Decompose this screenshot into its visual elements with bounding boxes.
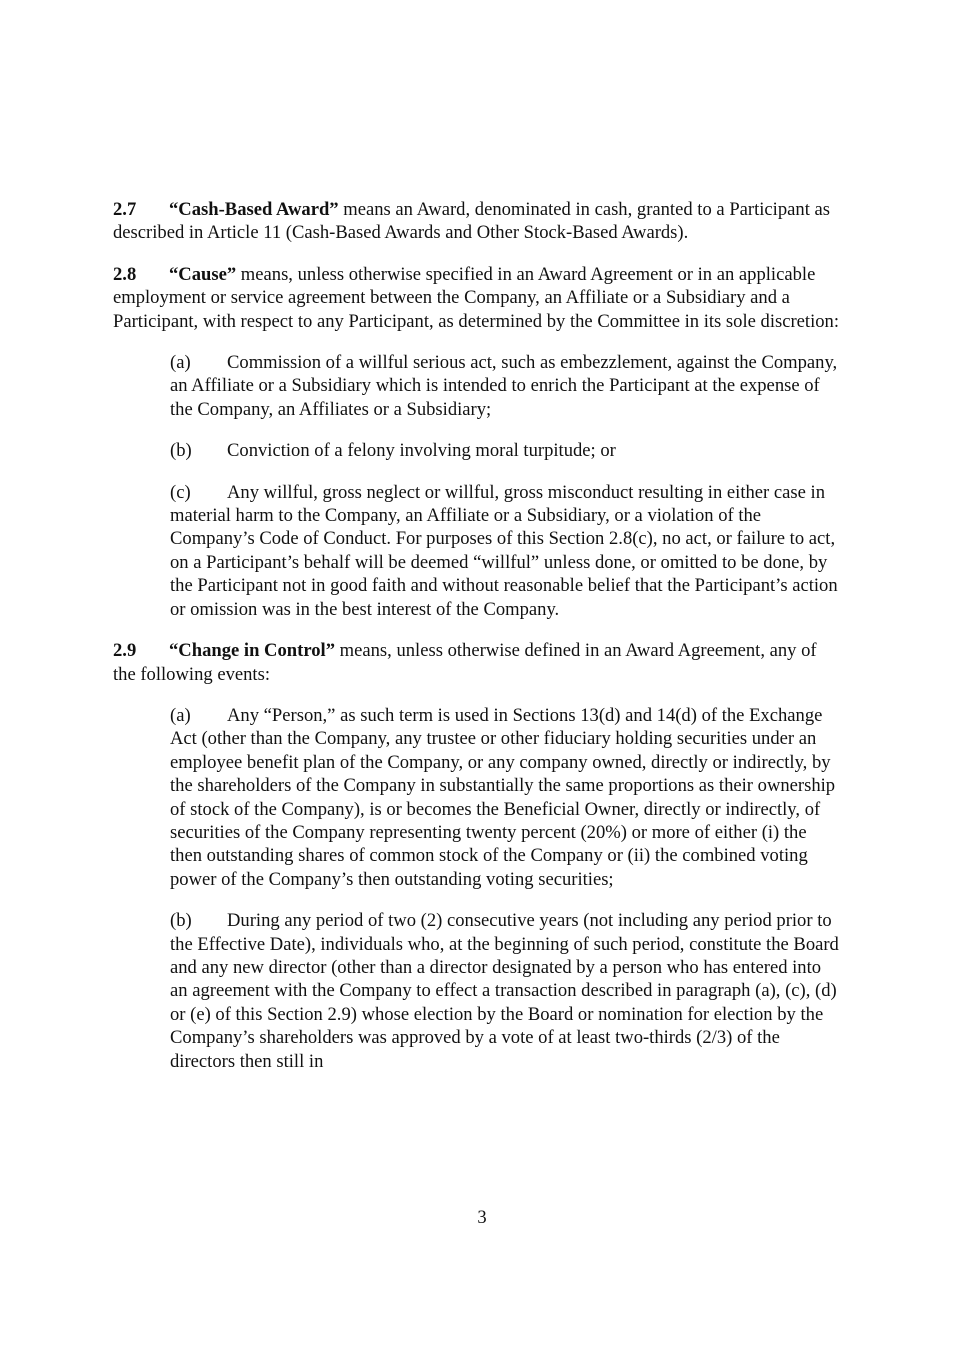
section-number: 2.7 — [113, 199, 137, 220]
section-number: 2.8 — [113, 263, 137, 285]
list-item — [170, 909, 841, 1073]
list-item — [170, 351, 841, 421]
section-2-7 — [113, 198, 841, 245]
item-label: (c) — [170, 481, 191, 503]
section-text: means, unless otherwise defined in an Award Agreement, any of the following events: — [113, 640, 817, 685]
section-2-9 — [113, 639, 841, 686]
defined-term: “Cash-Based Award” — [169, 199, 339, 220]
list-item — [170, 481, 841, 621]
defined-term: “Cause” — [169, 263, 237, 285]
section-text: means an Award, denominated in cash, granted to a Participant as described in Article 11 (Cash-Based Awards and Other Stock-Based Awards). — [113, 199, 830, 244]
section-number: 2.9 — [113, 640, 137, 662]
item-text: Any willful, gross neglect or willful, gross misconduct resulting in either case in material harm to the Company, an Affiliate or a Subsidiary, or a violation of the Company’s Code of Conduct. For purposes of this Section 2.8(c), no act, or failure to act, on a Participant’s behalf will be deemed “willful” unless done, or omitted to be done, by the Participant not in good faith and without reasonable belief that the Participant’s action or omission was in the best interest of the Company. — [170, 481, 838, 620]
item-text: Commission of a willful serious act, such as embezzlement, against the Company, an Affiliate or a Subsidiary which is intended to enrich the Participant at the expense of the Company, an Affiliates or a Subsidiary; — [170, 352, 838, 420]
item-text: Any “Person,” as such term is used in Sections 13(d) and 14(d) of the Exchange Act (other than the Company, any trustee or other fiduciary holding securities under an employee benefit plan of the Company, or any company owned, directly or indirectly, by the shareholders of the Company in substantially the same proportions as their ownership of stock of the Company), is or becomes the Beneficial Owner, directly or indirectly, of securities of the Company representing twenty percent (20%) or more of either (i) the then outstanding shares of common stock of the Company or (ii) the combined voting power of the Company’s then outstanding voting securities; — [170, 704, 836, 890]
list-item — [170, 439, 841, 462]
item-text: During any period of two (2) consecutive years (not including any period prior to the Effective Date), individuals who, at the beginning of such period, constitute the Board and any new director (other than a director designated by a person who has entered into an agreement with the Company to effect a transaction described in paragraph (a), (c), (d) or (e) of this Section 2.9) whose election by the Board or nomination for election by the Company’s shareholders was approved by a vote of at least two-thirds (2/3) of the directors then still in — [170, 910, 839, 1072]
item-text: Conviction of a felony involving moral turpitude; or — [227, 440, 616, 462]
list-item — [170, 704, 841, 891]
item-label: (b) — [170, 440, 192, 462]
page-number: 3 — [477, 1207, 487, 1228]
defined-term: “Change in Control” — [169, 640, 335, 662]
document-page — [113, 198, 841, 1091]
section-2-8 — [113, 263, 841, 333]
item-label: (b) — [170, 910, 192, 932]
item-label: (a) — [170, 352, 191, 374]
section-text: means, unless otherwise specified in an Award Agreement or in an applicable employment or service agreement between the Company, an Affiliate or a Subsidiary and a Participant, with respect to any Participant, as determined by the Committee in its sole discretion: — [113, 263, 840, 332]
item-label: (a) — [170, 704, 191, 726]
